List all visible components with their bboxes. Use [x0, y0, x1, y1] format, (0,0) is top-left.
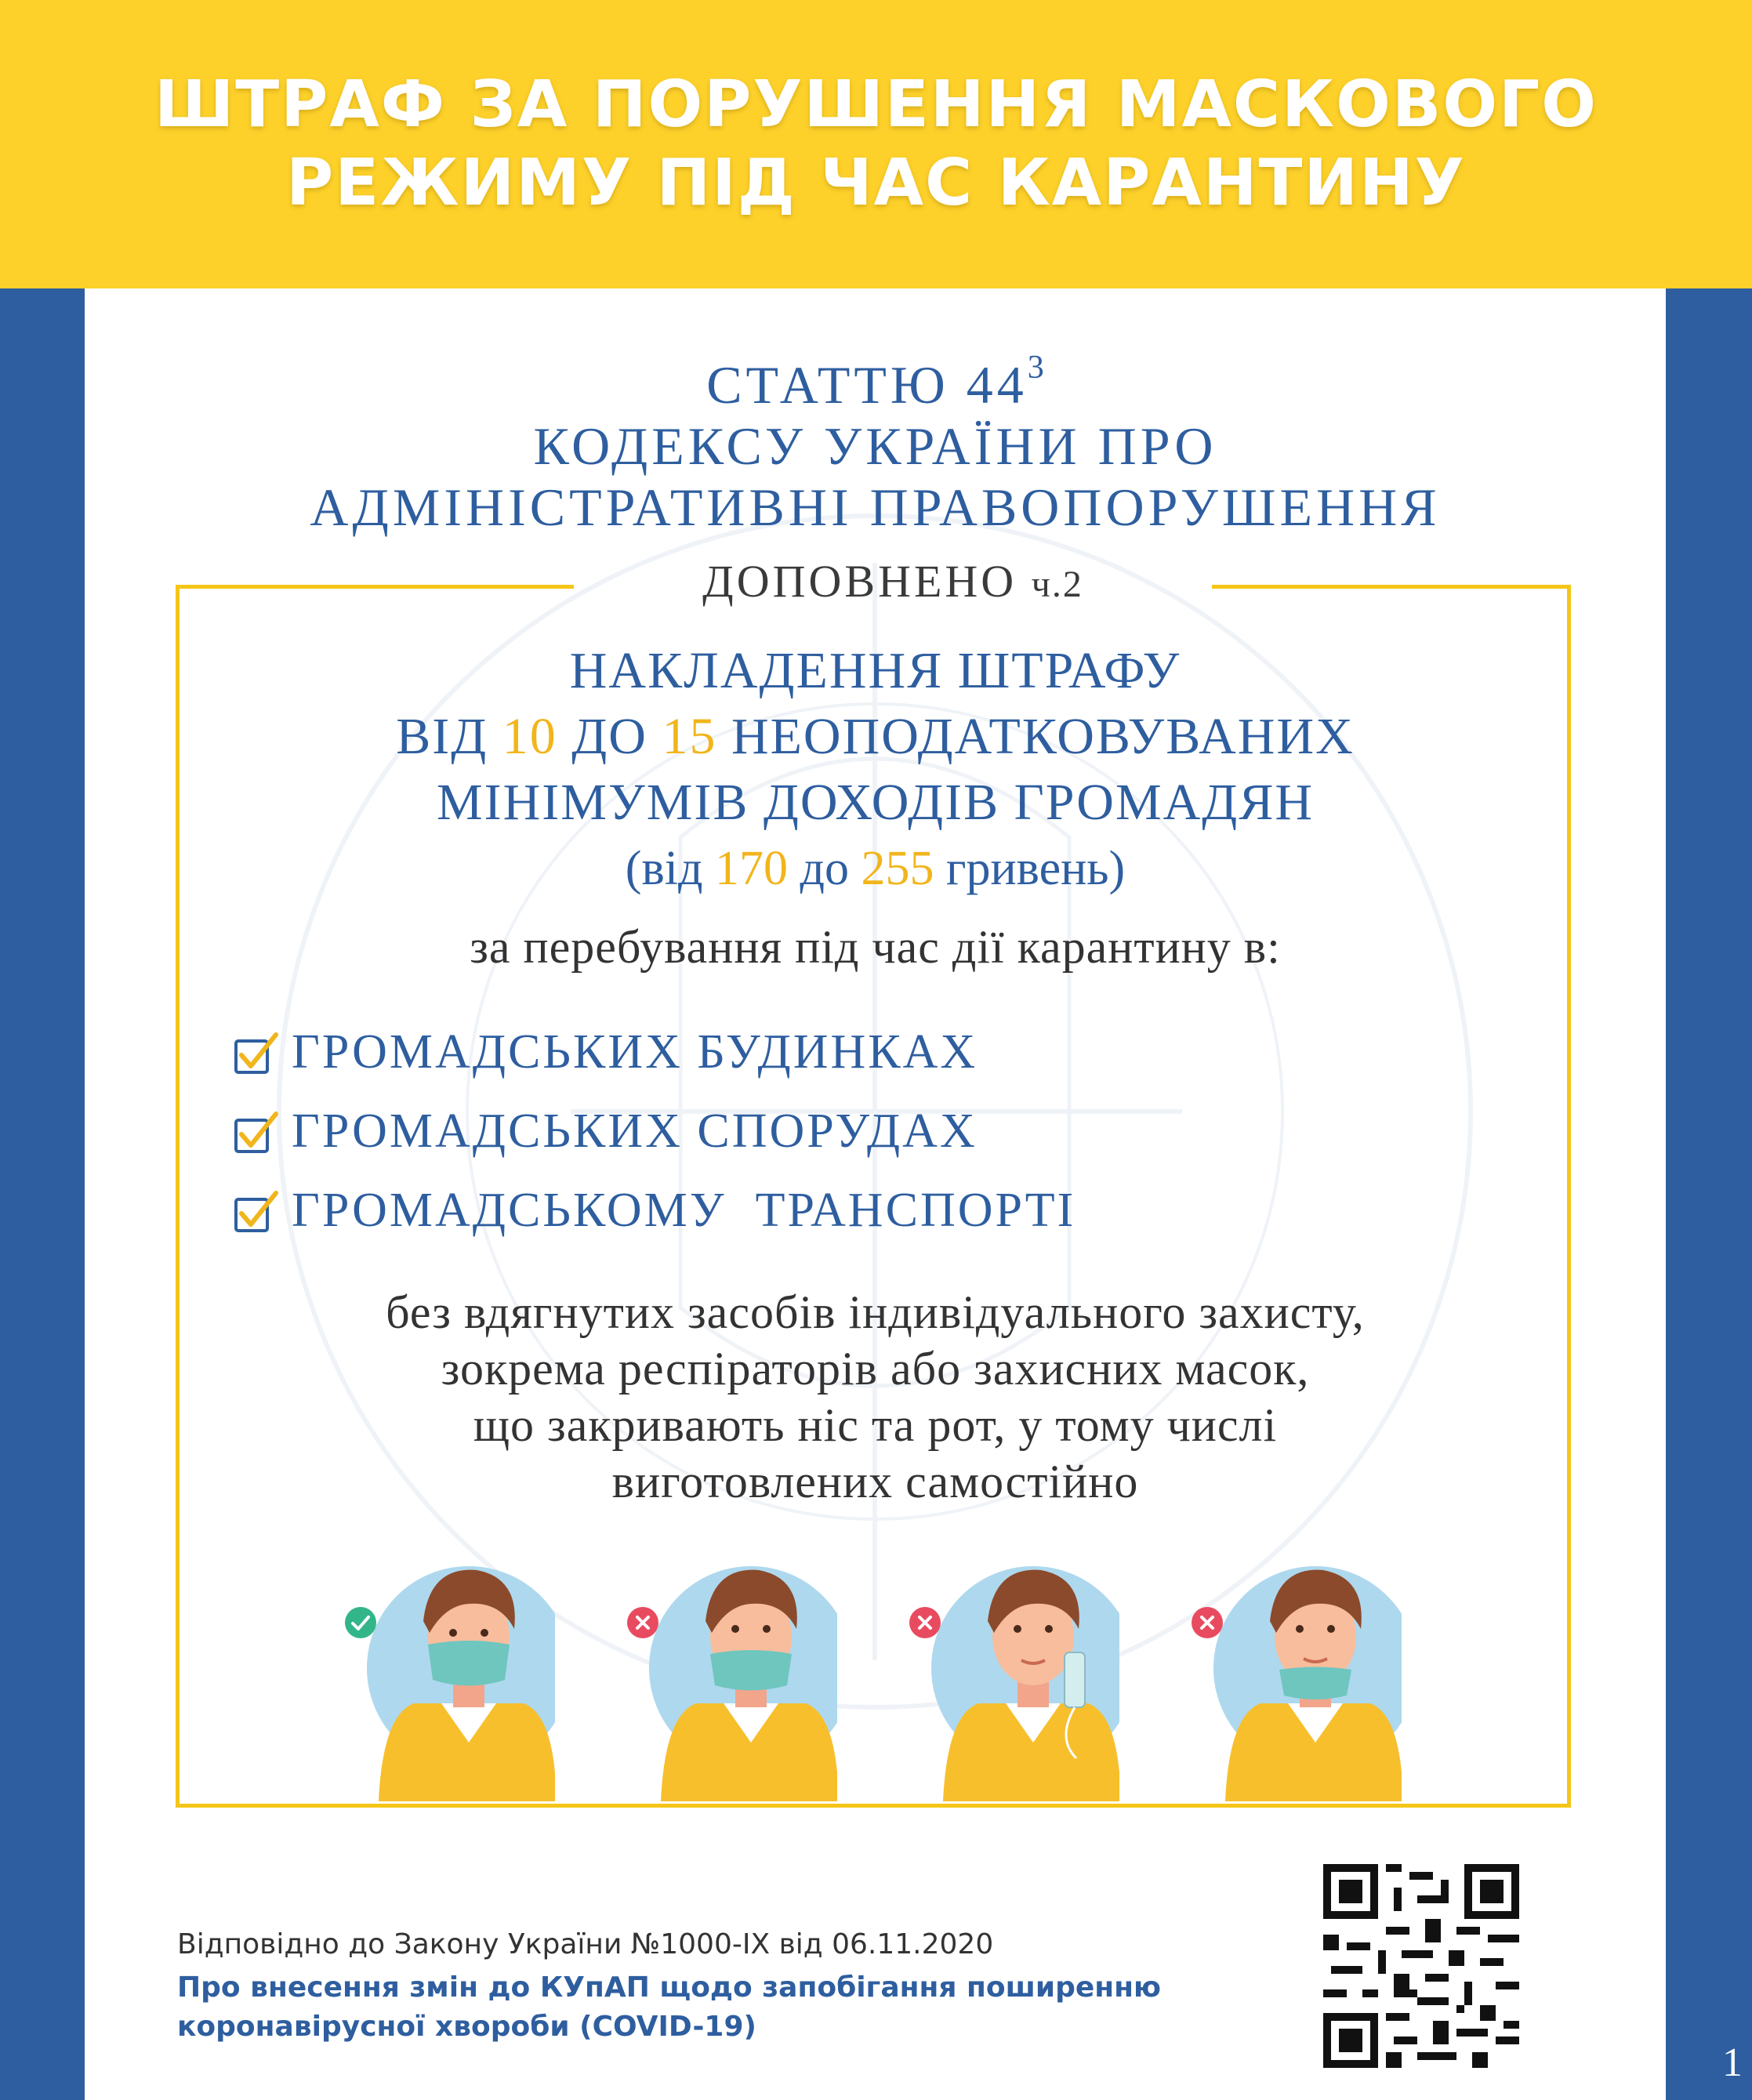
place-label: ГРОМАДСЬКИХ СПОРУДАХ	[292, 1104, 978, 1158]
fine-line-3: МІНІМУМІВ ДОХОДІВ ГРОМАДЯН	[436, 774, 1315, 831]
banner-title-line-2: РЕЖИМУ ПІД ЧАС КАРАНТИНУ	[286, 146, 1466, 220]
list-item	[234, 1013, 1076, 1092]
place-label: ГРОМАДСЬКИХ БУДИНКАХ	[292, 1025, 978, 1079]
supplement-part: ч.2	[1031, 564, 1083, 605]
condition-line-4: виготовлених самостійно	[611, 1456, 1139, 1507]
intro-text: за перебування під час дії карантину в:	[470, 921, 1281, 973]
list-item	[234, 1171, 1076, 1250]
supplement-word: ДОПОВНЕНО	[702, 556, 1017, 607]
list-item	[234, 1092, 1076, 1171]
cross-circle-icon	[626, 1605, 660, 1640]
fine-text: НЕОПОДАТКОВУВАНИХ	[716, 708, 1355, 765]
right-blue-border	[1666, 288, 1752, 2100]
checkbox-checked-icon	[234, 1030, 279, 1075]
left-blue-border	[0, 288, 85, 2100]
amount-min-value: 170	[715, 842, 788, 895]
figure-mask-correct	[351, 1535, 555, 1801]
fine-description	[85, 638, 1666, 901]
article-title-line-2: КОДЕКСУ УКРАЇНИ ПРО	[533, 416, 1217, 476]
page-number: 1	[1722, 2040, 1743, 2085]
qr-code-icon	[1323, 1864, 1519, 2068]
condition-line-2: зокрема респіраторів або захисних масок,	[441, 1343, 1310, 1395]
figure-mask-below-nose	[633, 1535, 837, 1801]
supplement-label	[574, 555, 1212, 608]
check-circle-icon	[343, 1605, 378, 1640]
place-label: ГРОМАДСЬКОМУ ТРАНСПОРТІ	[292, 1184, 1076, 1237]
amount-text: (від	[625, 842, 715, 895]
fine-amount	[85, 836, 1666, 901]
condition-line-3: що закривають ніс та рот, у тому числі	[473, 1399, 1278, 1451]
fine-line-2	[85, 704, 1666, 770]
fine-line-1: НАКЛАДЕННЯ ШТРАФУ	[569, 642, 1181, 699]
article-superscript: 3	[1027, 350, 1044, 386]
checkbox-checked-icon	[234, 1188, 279, 1234]
law-reference-line-1: Відповідно до Закону України №1000-IX від 06.11.2020	[177, 1928, 994, 1960]
fine-min-value: 10	[502, 708, 557, 765]
fine-max-value: 15	[662, 708, 717, 765]
places-list	[234, 1013, 1076, 1250]
cross-circle-icon	[908, 1605, 942, 1640]
figure-mask-on-chin	[1198, 1535, 1402, 1801]
law-reference-line-2: Про внесення змін до КУпАП щодо запобігання поширенню	[177, 1971, 1162, 2004]
cross-circle-icon	[1190, 1605, 1224, 1640]
banner-title-line-1: ШТРАФ ЗА ПОРУШЕННЯ МАСКОВОГО	[154, 67, 1598, 142]
mask-illustrations	[351, 1535, 1433, 1801]
header-banner	[0, 0, 1752, 288]
frame-top-left-segment	[176, 585, 574, 589]
figure-mask-hanging	[916, 1535, 1119, 1801]
article-number: СТАТТЮ 44	[706, 355, 1028, 415]
law-reference	[177, 1928, 1161, 2047]
amount-text: до	[788, 842, 861, 895]
article-title-line-1	[85, 337, 1666, 415]
article-title-line-3: АДМІНІСТРАТИВНІ ПРАВОПОРУШЕННЯ	[310, 477, 1441, 537]
article-title	[85, 337, 1666, 538]
amount-max-value: 255	[861, 842, 934, 895]
law-reference-line-3: коронавірусної хвороби (COVID-19)	[177, 2011, 756, 2043]
fine-text: ДО	[557, 708, 662, 765]
amount-text: гривень)	[934, 842, 1126, 895]
poster-content	[85, 288, 1666, 2100]
condition-text	[85, 1284, 1666, 1510]
frame-top-right-segment	[1212, 585, 1571, 589]
checkbox-checked-icon	[234, 1109, 279, 1155]
fine-text: ВІД	[396, 708, 502, 765]
condition-line-1: без вдягнутих засобів індивідуального захисту,	[386, 1286, 1365, 1338]
